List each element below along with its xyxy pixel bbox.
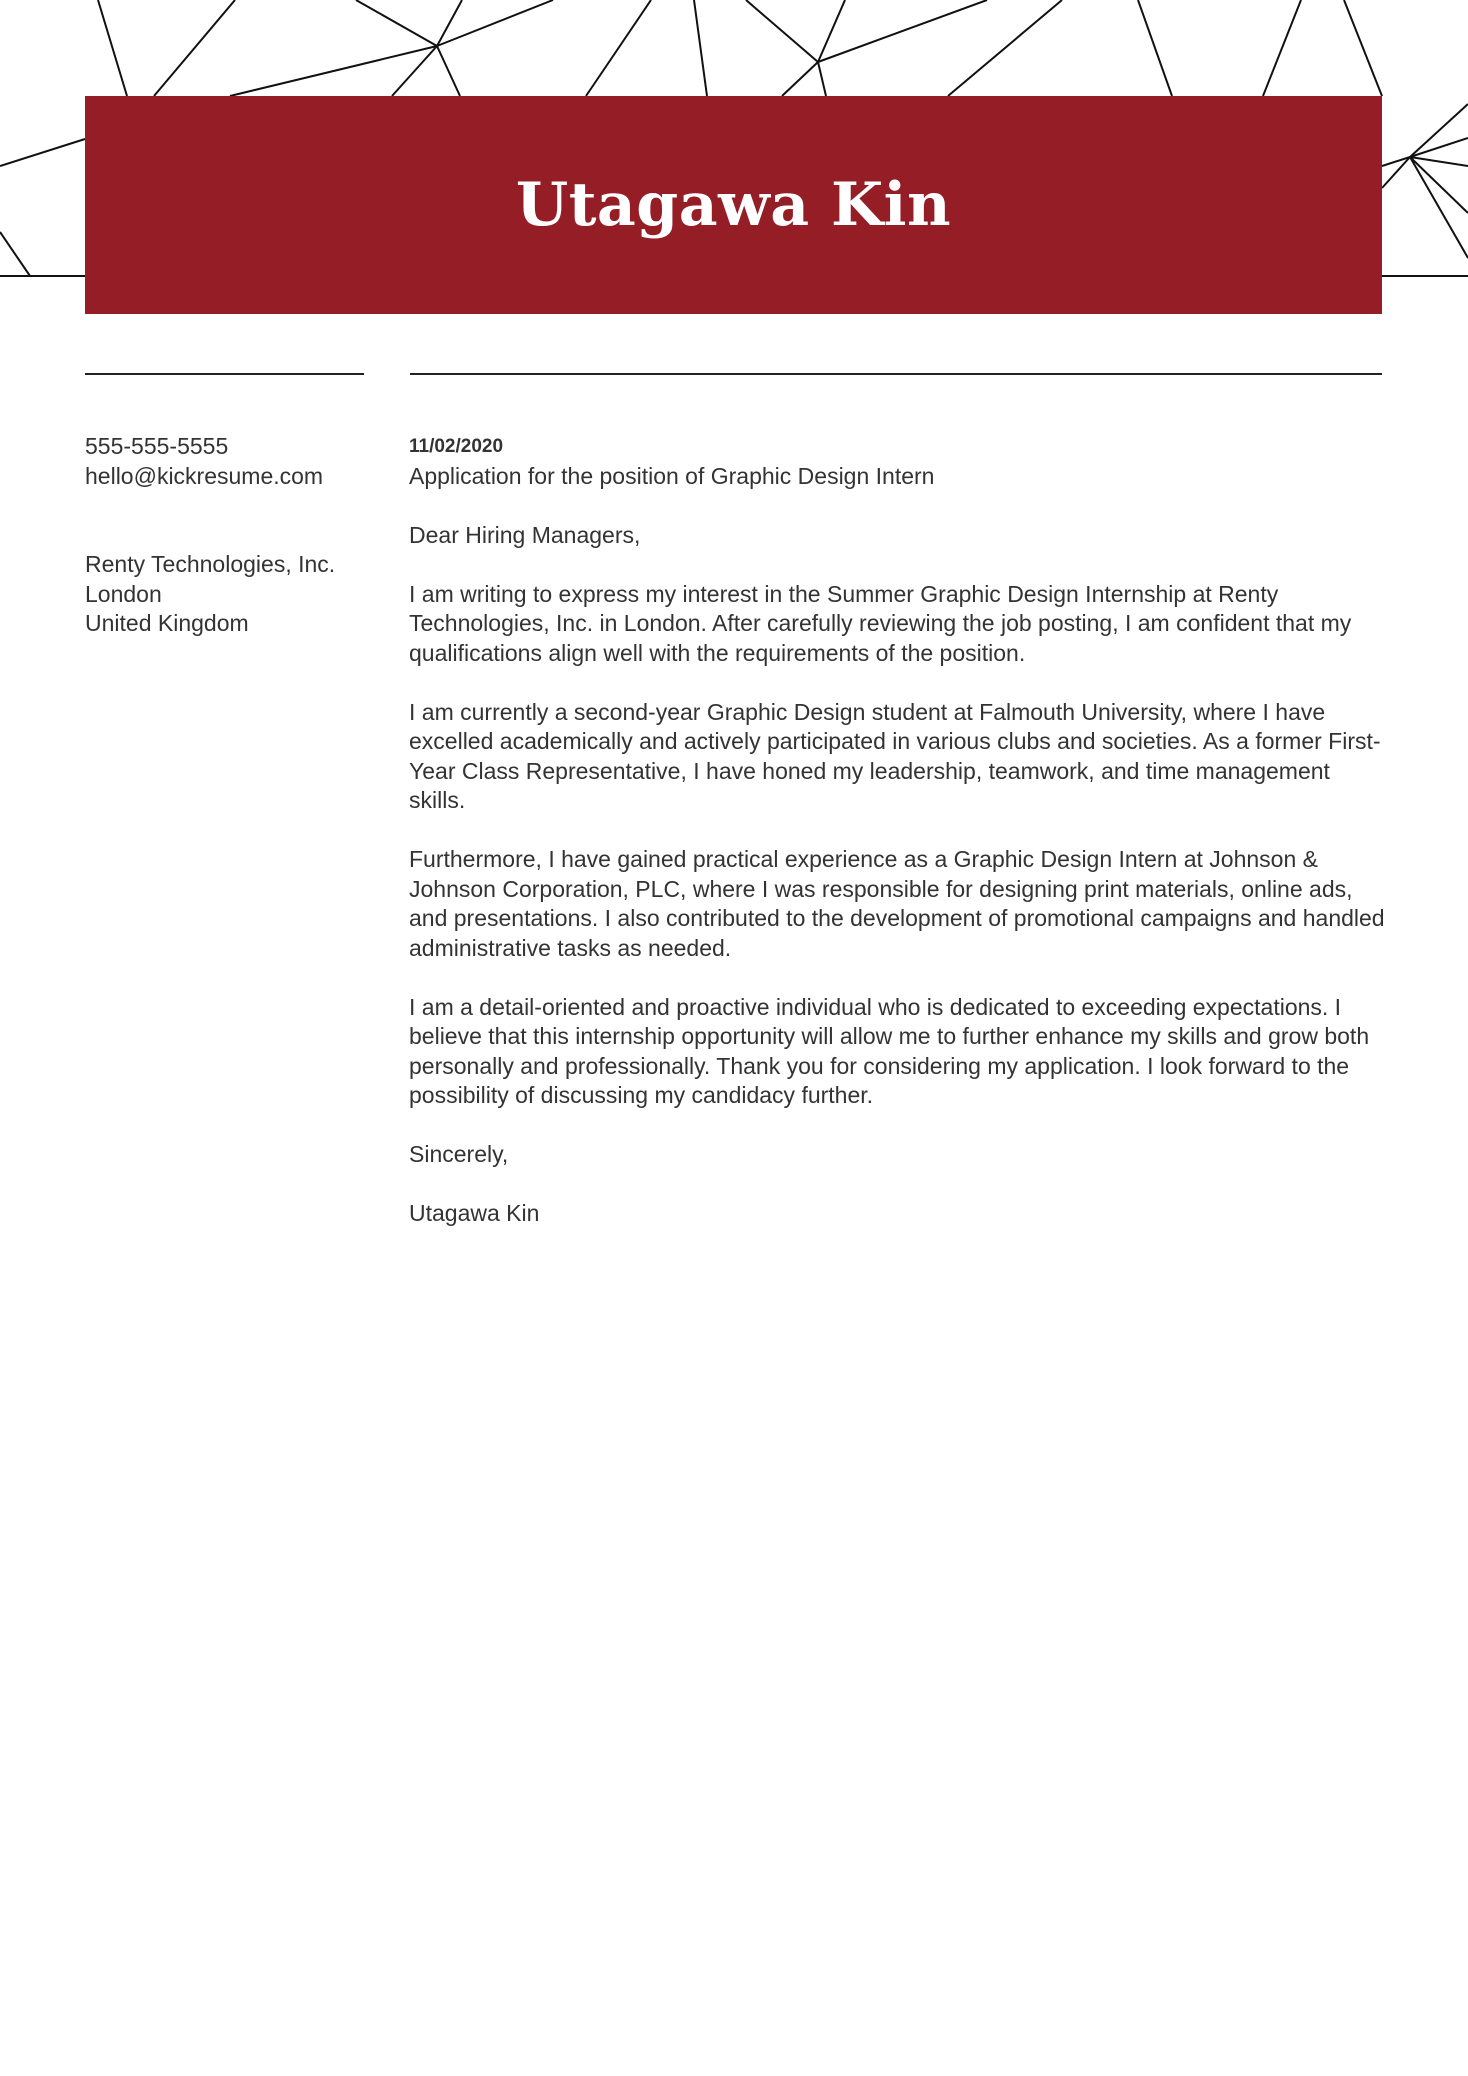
- paragraph-closing: I am a detail-oriented and proactive individual who is dedicated to exceeding expectations. I believe that this internship opportunity will allow me to further enhance my skills and grow both personally and professionally. Thank you for considering my application. I look forward to the possibility of discussing my candidacy further.: [409, 993, 1370, 1108]
- phone-number: 555-555-5555: [85, 433, 229, 459]
- paragraph-education: I am currently a second-year Graphic Design student at Falmouth University, where I have excelled academically and actively participated in various clubs and societies. As a former First-Year Class Representative, I have honed my leadership, teamwork, and time management skills.: [409, 698, 1381, 813]
- salutation: Dear Hiring Managers,: [409, 521, 641, 548]
- letter-body: [409, 432, 1389, 1229]
- candidate-name: Utagawa Kin: [515, 170, 952, 240]
- letter-date: 11/02/2020: [409, 436, 504, 457]
- letter-subject: Application for the position of Graphic Design Intern: [409, 462, 935, 489]
- paragraph-experience: Furthermore, I have gained practical experience as a Graphic Design Intern at Johnson & Johnson Corporation, PLC, where I was responsible for designing print materials, online ads, and presentations. I also contributed to the development of promotional campaigns and handled administrative tasks as needed.: [409, 846, 1385, 961]
- recipient-company: Renty Technologies, Inc.: [85, 551, 336, 577]
- sidebar-divider: [85, 373, 364, 375]
- contact-sidebar: [85, 432, 385, 639]
- recipient-country: United Kingdom: [85, 610, 249, 636]
- signature: Utagawa Kin: [409, 1200, 540, 1226]
- closing: Sincerely,: [409, 1141, 509, 1167]
- email-address: hello@kickresume.com: [85, 462, 324, 489]
- recipient-city: London: [85, 580, 162, 607]
- name-banner: [85, 96, 1382, 314]
- paragraph-interest: I am writing to express my interest in the Summer Graphic Design Internship at Renty Technologies, Inc. in London. After carefully reviewing the job posting, I am confident that my qualifications align well with the requirements of the position.: [409, 580, 1352, 666]
- content-divider: [410, 373, 1382, 375]
